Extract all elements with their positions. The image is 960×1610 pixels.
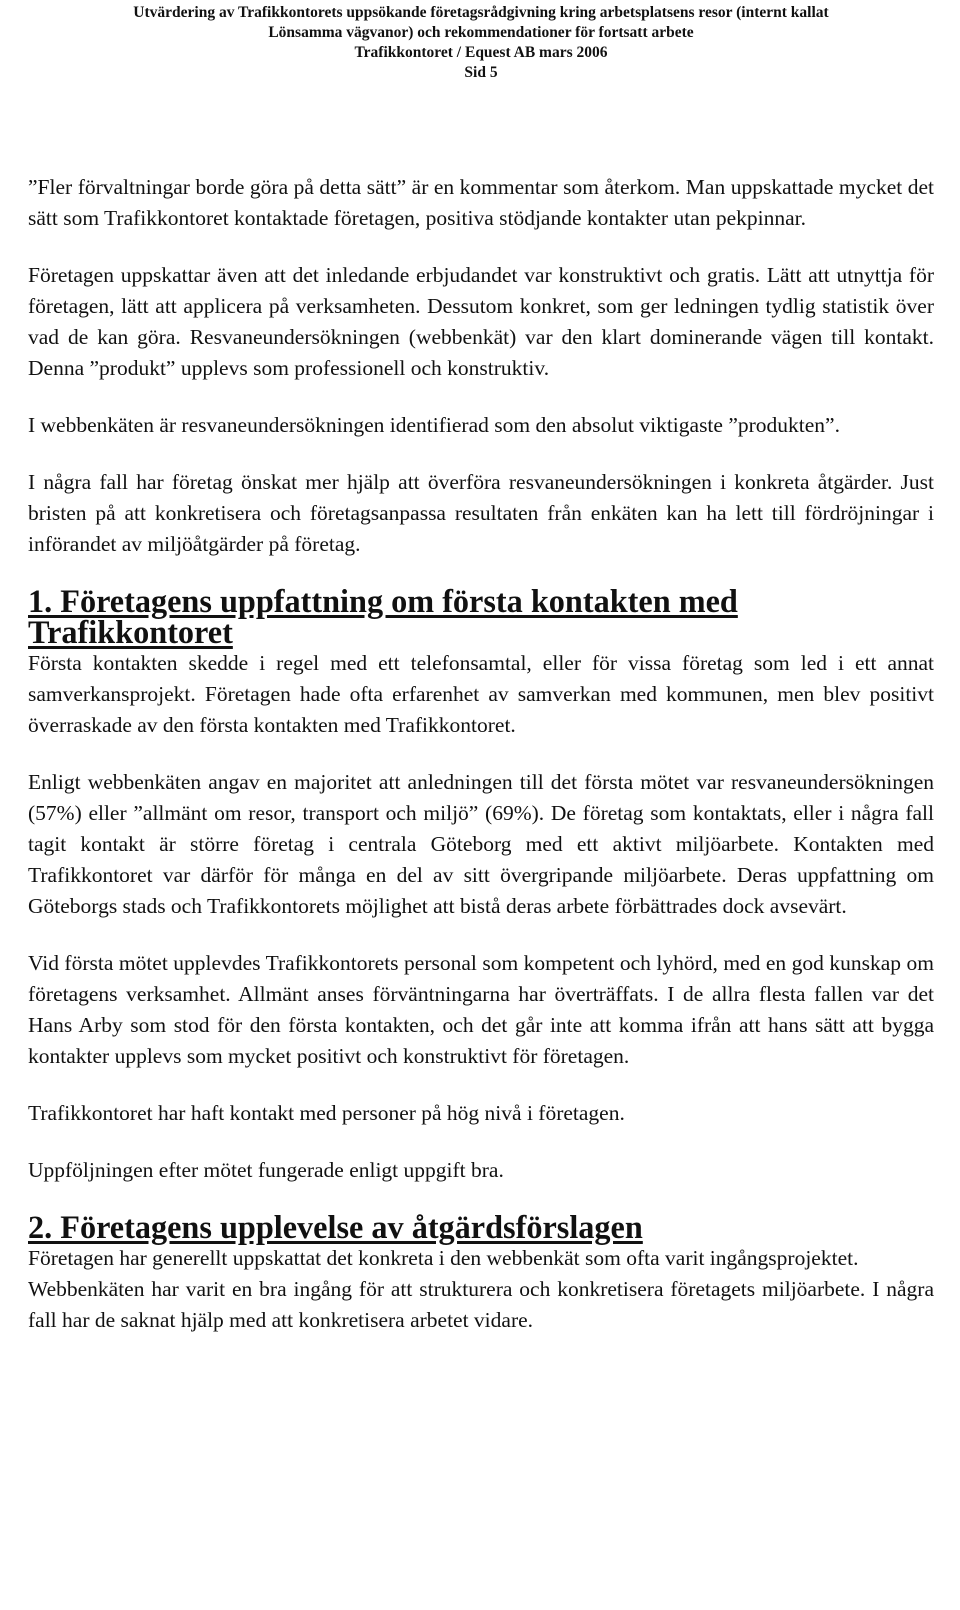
paragraph: I webbenkäten är resvaneundersökningen identifierad som den absolut viktigaste ”produkten”. [28,413,840,437]
paragraph: I några fall har företag önskat mer hjälp att överföra resvaneundersökningen i konkreta åtgärder. Just bristen på att konkretisera och företagsanpassa resultaten från enkäten kan ha lett till fördröjningar i införandet av miljöåtgärder på företag. [28,470,934,556]
section-heading-first-contact: 1. Företagens uppfattning om första kontakten med Trafikkontoret [28,583,738,650]
header-author-date: Trafikkontoret / Equest AB mars 2006 [354,44,608,61]
paragraph: Första kontakten skedde i regel med ett telefonsamtal, eller för vissa företag som led i ett annat samverkansprojekt. Företagen hade ofta erfarenhet av samverkan med kommunen, men blev positivt överraskade av den första kontakten med Trafikkontoret. [28,651,934,737]
header-report-subtitle: Lönsamma vägvanor) och rekommendationer för fortsatt arbete [268,24,694,41]
header-report-title: Utvärdering av Trafikkontorets uppsökande företagsrådgivning kring arbetsplatsens resor (internt kallat [133,4,829,21]
running-header [28,0,934,83]
section-heading-action-proposals: 2. Företagens upplevelse av åtgärdsförslagen [28,1209,643,1245]
paragraph: Webbenkäten har varit en bra ingång för att strukturera och konkretisera företagets miljöarbete. I några fall har de saknat hjälp med att konkretisera arbetet vidare. [28,1277,934,1332]
paragraph: Företagen har generellt uppskattat det konkreta i den webbenkät som ofta varit ingångsprojektet. [28,1246,859,1270]
paragraph: Företagen uppskattar även att det inledande erbjudandet var konstruktivt och gratis. Lätt att utnyttja för företagen, lätt att applicera på verksamheten. Dessutom konkret, som ger ledningen tydlig statistik över vad de kan göra. Resvaneundersökningen (webbenkät) var den klart dominerande vägen till kontakt. Denna ”produkt” upplevs som professionell och konstruktiv. [28,263,934,380]
paragraph: Vid första mötet upplevdes Trafikkontorets personal som kompetent och lyhörd, med en god kunskap om företagens verksamhet. Allmänt anses förväntningarna har överträffats. I de allra flesta fallen var det Hans Arby som stod för den första kontakten, och det går inte att komma ifrån att hans sätt att bygga kontakter upplevs som mycket positivt och konstruktivt för företagen. [28,951,934,1068]
document-body [28,172,934,1336]
paragraph: Uppföljningen efter mötet fungerade enligt uppgift bra. [28,1158,504,1182]
page-number: Sid 5 [464,64,498,81]
paragraph: Enligt webbenkäten angav en majoritet att anledningen till det första mötet var resvaneundersökningen (57%) eller ”allmänt om resor, transport och miljö” (69%). De företag som kontaktats, eller i några fall tagit kontakt är större företag i centrala Göteborg med ett aktivt miljöarbete. Kontakten med Trafikkontoret var därför för många en del av sitt övergripande miljöarbete. Deras uppfattning om Göteborgs stads och Trafikkontorets möjlighet att bistå deras arbete förbättrades dock avsevärt. [28,770,934,918]
paragraph: ”Fler förvaltningar borde göra på detta sätt” är en kommentar som återkom. Man uppskattade mycket det sätt som Trafikkontoret kontaktade företagen, positiva stödjande kontakter utan pekpinnar. [28,175,934,230]
paragraph: Trafikkontoret har haft kontakt med personer på hög nivå i företagen. [28,1101,625,1125]
